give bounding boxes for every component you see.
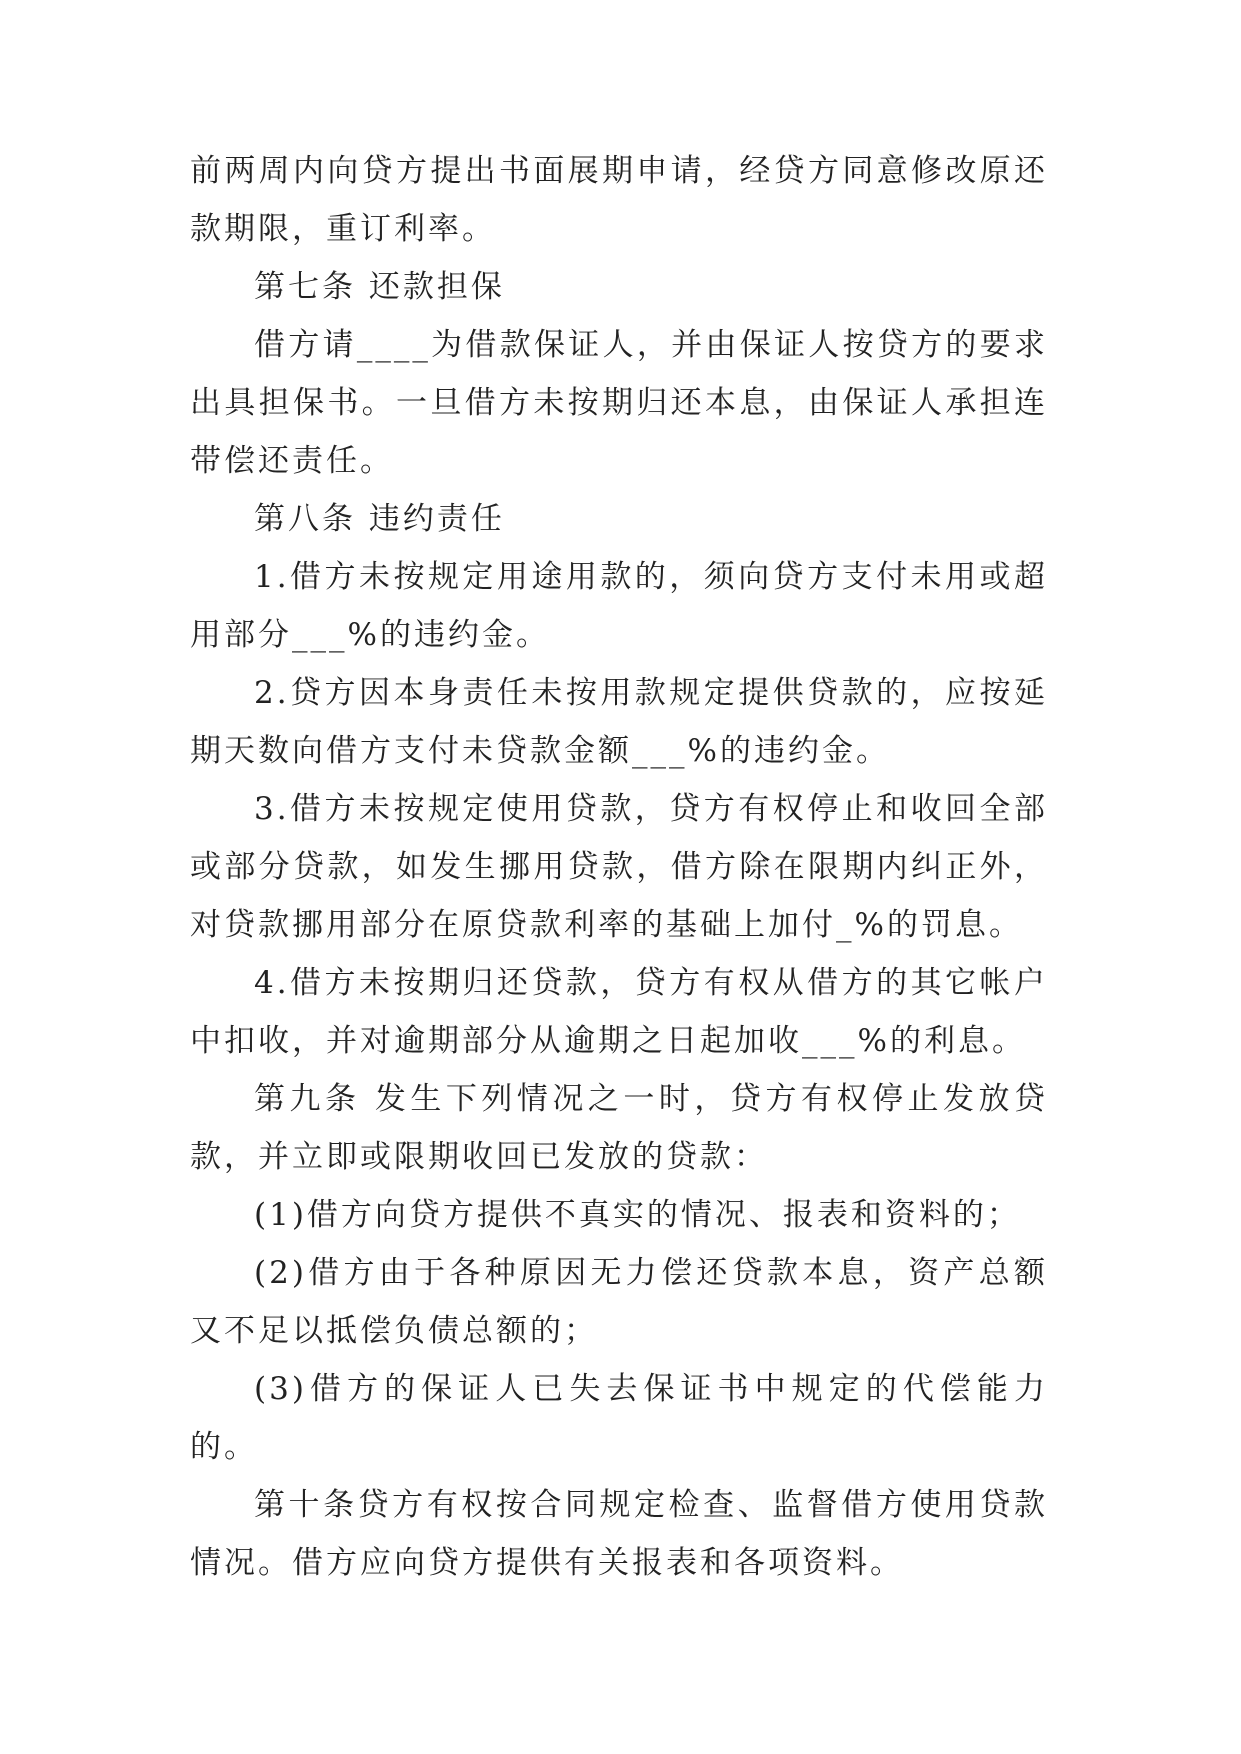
article-9-paragraph: 第九条 发生下列情况之一时，贷方有权停止发放贷款，并立即或限期收回已发放的贷款： xyxy=(190,1081,1048,1175)
paragraph-breach-3: 3.借方未按规定使用贷款，贷方有权停止和收回全部或部分贷款，如发生挪用贷款，借方除在限期内纠正外，对贷款挪用部分在原贷款利率的基础上加付_%的罚息。 xyxy=(190,791,1048,943)
article-7-heading: 第七条 还款担保 xyxy=(254,269,505,305)
paragraph-breach-2: 2.贷方因本身责任未按用款规定提供贷款的，应按延期天数向借方支付未贷款金额___%的违约金。 xyxy=(190,675,1048,769)
paragraph-breach-4: 4.借方未按期归还贷款，贷方有权从借方的其它帐户中扣收，并对逾期部分从逾期之日起加收___%的利息。 xyxy=(190,965,1048,1059)
paragraph-extension-terms: 前两周内向贷方提出书面展期申请，经贷方同意修改原还款期限，重订利率。 xyxy=(190,153,1048,247)
article-9-item-2: (2)借方由于各种原因无力偿还贷款本息，资产总额又不足以抵偿负债总额的； xyxy=(190,1255,1048,1349)
article-8-heading: 第八条 违约责任 xyxy=(254,501,505,537)
article-10-paragraph: 第十条贷方有权按合同规定检查、监督借方使用贷款情况。借方应向贷方提供有关报表和各项资料。 xyxy=(190,1487,1048,1581)
paragraph-breach-1: 1.借方未按规定用途用款的，须向贷方支付未用或超用部分___%的违约金。 xyxy=(190,559,1048,653)
article-9-item-3: (3)借方的保证人已失去保证书中规定的代偿能力的。 xyxy=(190,1371,1048,1465)
article-9-item-1: (1)借方向贷方提供不真实的情况、报表和资料的； xyxy=(254,1197,1021,1233)
paragraph-guarantor: 借方请____为借款保证人，并由保证人按贷方的要求出具担保书。一旦借方未按期归还本息，由保证人承担连带偿还责任。 xyxy=(190,327,1048,479)
document-page xyxy=(190,142,1048,1592)
